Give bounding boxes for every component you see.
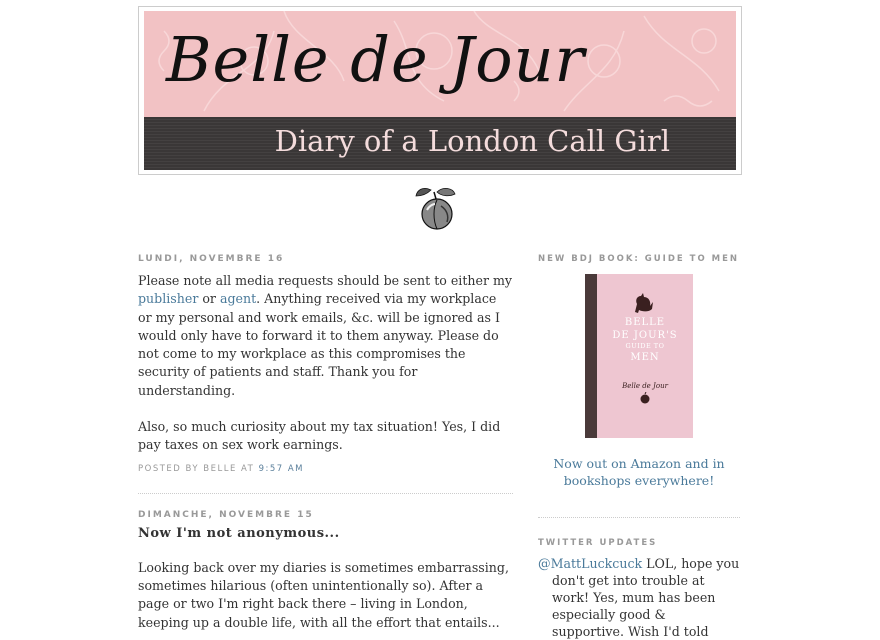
- post-divider: [138, 493, 513, 494]
- header-pink-panel: [144, 11, 736, 117]
- post-entry: [138, 510, 513, 632]
- main-column: [138, 254, 513, 632]
- post-footer: [138, 464, 513, 474]
- sidebar: [538, 254, 740, 640]
- book-cover-line: GUIDE TO: [625, 342, 665, 350]
- rooster-icon: [631, 292, 655, 314]
- twitter-widget-heading: TWITTER UPDATES: [538, 538, 658, 548]
- book-caption-link[interactable]: Now out on Amazon and in bookshops everywhere!: [553, 456, 725, 488]
- peach-icon: [413, 184, 459, 232]
- book-widget-heading: NEW BDJ BOOK: GUIDE TO MEN: [538, 254, 740, 264]
- post-author: POSTED BY BELLE AT: [138, 463, 259, 474]
- blog-subtitle: Diary of a London Call Girl: [274, 124, 670, 158]
- small-peach-icon: [639, 392, 651, 404]
- post-paragraph: Looking back over my diaries is sometimes embarrassing, sometimes hilarious (often unintentionally so). After a page or two I'm right back there – living in London, keeping up a double life, with all the effort that entails...: [138, 559, 509, 630]
- post-text: Please note all media requests should be sent to either my: [138, 273, 513, 288]
- book-cover-title: [597, 316, 693, 364]
- header-banner: [144, 11, 736, 170]
- book-caption: [538, 455, 740, 489]
- tweet-text: LOL, hope you don't get into trouble at work! Yes, mum has been especially good & supportive. Wish I'd told: [552, 556, 740, 639]
- book-cover-line: MEN: [630, 352, 660, 363]
- book-cover-line: BELLE: [624, 317, 666, 328]
- agent-link[interactable]: agent: [219, 291, 257, 307]
- post-text: . Anything received via my workplace or my personal and work emails, &c. will be ignored as I would only have to forward it to them anyway. Please do not come to my workplace as this compromises the security of patients and staff. Thank you for understanding.: [138, 291, 500, 398]
- post-date: DIMANCHE, NOVEMBRE 15: [138, 509, 314, 520]
- post-title[interactable]: Now I'm not anonymous...: [138, 525, 340, 541]
- post-date: LUNDI, NOVEMBRE 16: [138, 254, 285, 264]
- post-permalink[interactable]: 9:57 AM: [258, 463, 305, 474]
- book-cover-line: DE JOUR'S: [612, 330, 678, 341]
- post-paragraph: Also, so much curiosity about my tax situation! Yes, I did pay taxes on sex work earnings.: [138, 419, 501, 453]
- publisher-link[interactable]: publisher: [138, 291, 199, 307]
- tweet-item: [538, 555, 740, 640]
- post-text: or: [198, 291, 220, 307]
- post-entry: [138, 254, 513, 474]
- blog-title[interactable]: Belle de Jour: [166, 23, 586, 96]
- blog-header[interactable]: [138, 6, 742, 175]
- book-cover-author: Belle de Jour: [622, 382, 668, 390]
- tweet-user-link[interactable]: @MattLuckcuck: [538, 556, 643, 571]
- book-spine: [585, 274, 597, 438]
- post-paragraph: [138, 272, 513, 400]
- book-cover-image[interactable]: [585, 274, 693, 438]
- sidebar-divider: [538, 517, 740, 518]
- header-dark-bar: [144, 117, 736, 170]
